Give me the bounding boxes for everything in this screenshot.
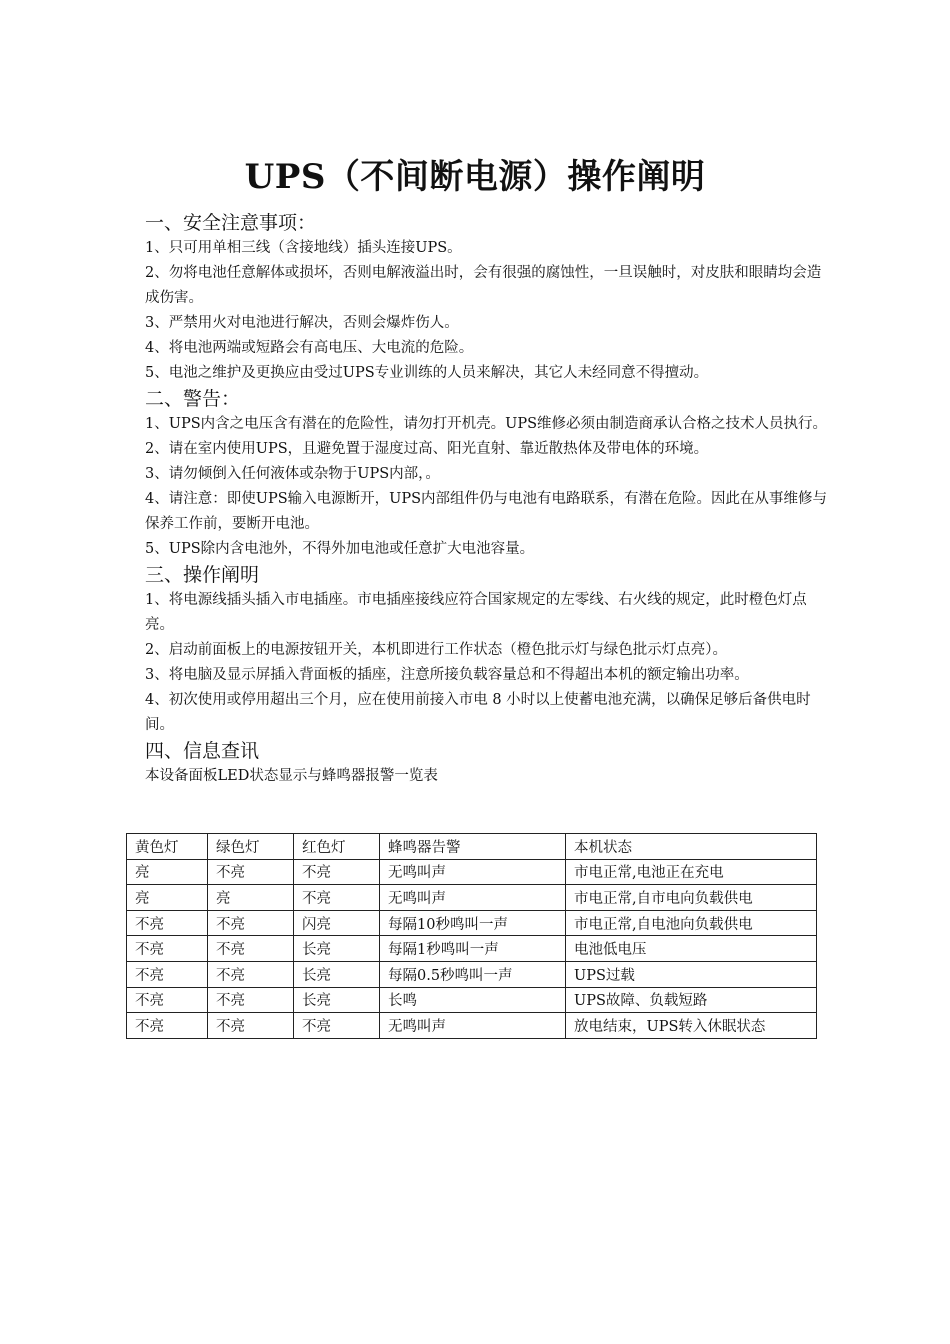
table-cell: 放电结束，UPS转入休眠状态 bbox=[566, 1013, 817, 1039]
table-cell: 市电正常,电池正在充电 bbox=[566, 859, 817, 885]
table-cell: 长鸣 bbox=[380, 987, 566, 1013]
section-heading: 四、信息查讯 bbox=[145, 740, 260, 762]
list-item: 2、启动前面板上的电源按钮开关，本机即进行工作状态（橙色批示灯与绿色批示灯点亮）。 bbox=[145, 642, 727, 658]
list-item: 3、请勿倾倒入任何液体或杂物于UPS内部，。 bbox=[145, 466, 440, 482]
table-cell: 不亮 bbox=[127, 1013, 208, 1039]
table-cell: 亮 bbox=[208, 885, 294, 911]
section-operation bbox=[145, 562, 835, 738]
header-yellow-light: 黄色灯 bbox=[127, 834, 208, 860]
table-cell: 长亮 bbox=[294, 987, 380, 1013]
table-row bbox=[127, 987, 817, 1013]
status-table bbox=[126, 833, 817, 1039]
table-cell: 电池低电压 bbox=[566, 936, 817, 962]
table-cell: UPS故障、负载短路 bbox=[566, 987, 817, 1013]
table-cell: UPS过载 bbox=[566, 961, 817, 987]
table-cell: 亮 bbox=[127, 885, 208, 911]
list-item: 2、请在室内使用UPS，且避免置于湿度过高、阳光直射、靠近散热体及带电体的环境。 bbox=[145, 441, 709, 457]
table-cell: 不亮 bbox=[208, 1013, 294, 1039]
table-cell: 不亮 bbox=[127, 936, 208, 962]
table-cell: 每隔10秒鸣叫一声 bbox=[380, 910, 566, 936]
table-caption: 本设备面板LED状态显示与蜂鸣器报警一览表 bbox=[145, 768, 438, 784]
table-cell: 不亮 bbox=[127, 961, 208, 987]
table-cell: 无鸣叫声 bbox=[380, 859, 566, 885]
table-cell: 每隔1秒鸣叫一声 bbox=[380, 936, 566, 962]
table-cell: 闪亮 bbox=[294, 910, 380, 936]
section-heading: 一、安全注意事项： bbox=[145, 212, 317, 234]
table-cell: 不亮 bbox=[208, 961, 294, 987]
section-info bbox=[145, 738, 835, 789]
list-item: 5、电池之维护及更换应由受过UPS专业训练的人员来解决，其它人未经同意不得擅动。 bbox=[145, 365, 709, 381]
list-item: 4、初次使用或停用超出三个月，应在使用前接入市电 8 小时以上使蓄电池充满，以确保足够后备供电时间。 bbox=[145, 692, 811, 733]
table-cell: 不亮 bbox=[294, 859, 380, 885]
table-cell: 不亮 bbox=[208, 859, 294, 885]
section-warning bbox=[145, 386, 835, 562]
section-heading: 二、警告： bbox=[145, 388, 241, 410]
table-cell: 不亮 bbox=[294, 885, 380, 911]
status-table-container bbox=[126, 833, 816, 1039]
header-red-light: 红色灯 bbox=[294, 834, 380, 860]
table-cell: 长亮 bbox=[294, 936, 380, 962]
list-item: 1、只可用单相三线（含接地线）插头连接UPS。 bbox=[145, 240, 462, 256]
list-item: 3、将电脑及显示屏插入背面板的插座，注意所接负载容量总和不得超出本机的额定输出功率。 bbox=[145, 667, 749, 683]
table-cell: 无鸣叫声 bbox=[380, 1013, 566, 1039]
table-cell: 市电正常,自市电向负载供电 bbox=[566, 885, 817, 911]
table-row bbox=[127, 885, 817, 911]
list-item: 1、UPS内含之电压含有潜在的危险性，请勿打开机壳。UPS维修必须由制造商承认合格之技术人员执行。 bbox=[145, 416, 828, 432]
header-green-light: 绿色灯 bbox=[208, 834, 294, 860]
table-cell: 市电正常,自电池向负载供电 bbox=[566, 910, 817, 936]
list-item: 3、严禁用火对电池进行解决，否则会爆炸伤人。 bbox=[145, 315, 459, 331]
list-item: 2、勿将电池任意解体或损坏，否则电解液溢出时，会有很强的腐蚀性，一旦误触时，对皮肤和眼睛均会造成伤害。 bbox=[145, 265, 822, 306]
section-heading: 三、操作阐明 bbox=[145, 564, 260, 586]
table-cell: 无鸣叫声 bbox=[380, 885, 566, 911]
header-device-status: 本机状态 bbox=[566, 834, 817, 860]
table-header-row bbox=[127, 834, 817, 860]
table-row bbox=[127, 1013, 817, 1039]
table-cell: 不亮 bbox=[208, 936, 294, 962]
table-cell: 不亮 bbox=[127, 910, 208, 936]
list-item: 1、将电源线插头插入市电插座。市电插座接线应符合国家规定的左零线、右火线的规定，此时橙色灯点亮。 bbox=[145, 592, 807, 633]
table-row bbox=[127, 961, 817, 987]
table-row bbox=[127, 910, 817, 936]
list-item: 4、请注意：即使UPS输入电源断开，UPS内部组件仍与电池有电路联系，有潜在危险。因此在从事维修与保养工作前，要断开电池。 bbox=[145, 491, 828, 532]
table-cell: 不亮 bbox=[294, 1013, 380, 1039]
table-cell: 每隔0.5秒鸣叫一声 bbox=[380, 961, 566, 987]
table-cell: 不亮 bbox=[208, 910, 294, 936]
table-cell: 不亮 bbox=[208, 987, 294, 1013]
table-cell: 不亮 bbox=[127, 987, 208, 1013]
list-item: 4、将电池两端或短路会有高电压、大电流的危险。 bbox=[145, 340, 474, 356]
list-item: 5、UPS除内含电池外，不得外加电池或任意扩大电池容量。 bbox=[145, 541, 535, 557]
header-buzzer-alarm: 蜂鸣器告警 bbox=[380, 834, 566, 860]
document-body bbox=[145, 210, 835, 789]
document-title: UPS（不间断电源）操作阐明 bbox=[244, 156, 706, 197]
table-row bbox=[127, 859, 817, 885]
table-row bbox=[127, 936, 817, 962]
table-cell: 长亮 bbox=[294, 961, 380, 987]
section-safety bbox=[145, 210, 835, 386]
table-cell: 亮 bbox=[127, 859, 208, 885]
